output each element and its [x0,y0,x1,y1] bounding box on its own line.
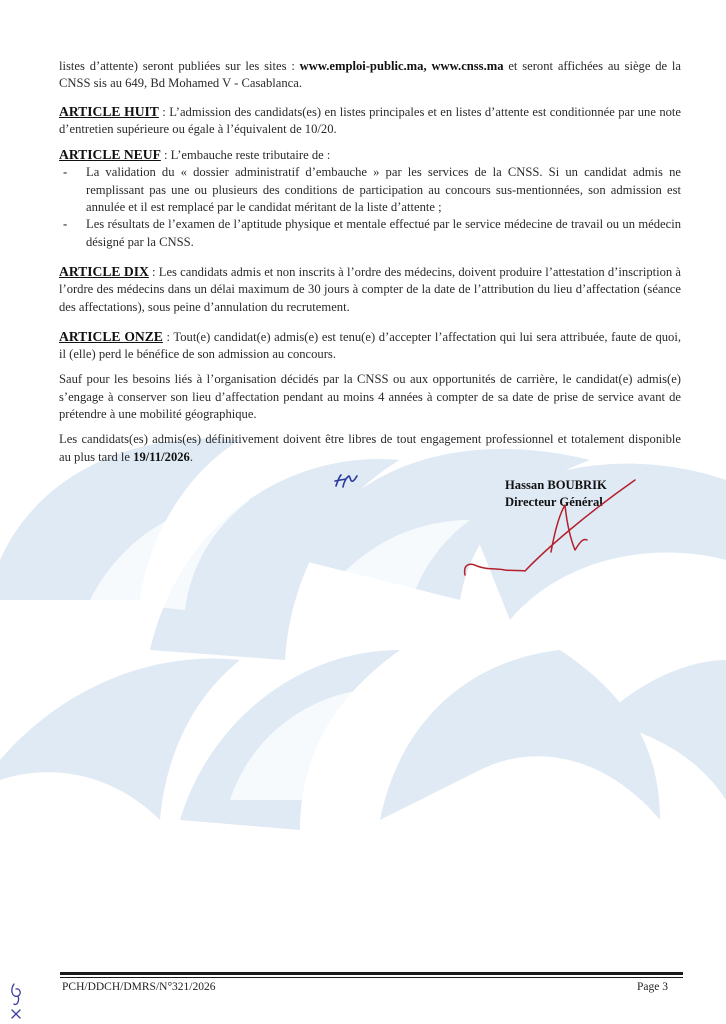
footer-divider-thin [60,977,683,978]
article-text-dix: Les candidats admis et non inscrits à l’ordre des médecins, doivent produire l’attestation d’inscription à l’ordre des médecins dans un délai maximum de 30 jours à compter de la date de l’attribution du lieu d’affectation (séance des affectations), sous peine d’annulation du recrutement. [59,264,681,314]
article-heading-onze: ARTICLE ONZE [59,328,163,344]
availability-paragraph [59,431,681,466]
handwritten-initial [6,980,30,1020]
embauche-conditions-list [59,164,681,250]
article-separator: : [148,264,159,279]
document-body [59,58,681,466]
article-separator: : [158,104,170,119]
article-text-onze: Tout(e) candidat(e) admis(e) est tenu(e) d’accepter l’affectation qui lui sera attribuée, faute de quoi, il (elle) perd le bénéfice de son admission au concours. [59,329,681,362]
intro-paragraph [59,58,681,93]
article-text-huit: L’admission des candidats(es) en listes principales et en listes d’attente est conditionnée par une note d’entretien supérieure ou égale à l’équivalent de 10/20. [59,104,682,136]
intro-text: listes d’attente) seront publiées sur les sites : [59,59,300,73]
handwritten-signature [455,470,645,585]
website-link-emploi-public[interactable]: www.emploi-public.ma [299,59,424,73]
signatory-title: Directeur Général [505,495,603,509]
article-dix [59,263,681,316]
mobility-paragraph: Sauf pour les besoins liés à l’organisation décidés par la CNSS ou aux opportunités de carrière, le candidat(e) admis(e) s’engage à conserver son lieu d’affectation pendant au moins 4 années à compter de sa date de prise de service avant de prétendre à une mobilité géographique. [59,372,681,422]
article-heading-dix: ARTICLE DIX [59,263,149,279]
article-separator: : [160,148,171,163]
list-item: - La validation du « dossier administratif d’embauche » par les services de la CNSS. Si un candidat admis ne remplissant pas une ou plusieurs des conditions de participation au concours sus-mentionnées, son admission est annulée et il est remplacé par le candidat méritant de la liste d’attente ; [59,164,681,216]
intro-tail-text: et seront affichées au siège de la CNSS sis au 649, Bd Mohamed V - Casablanca. [59,59,682,91]
page-number: Page 3 [637,981,668,993]
signatory-name: Hassan BOUBRIK [505,478,607,492]
article-huit [59,103,681,139]
handwritten-paraph [332,472,360,494]
list-item: - Les résultats de l’examen de l’aptitude physique et mentale effectué par le service médecine de travail ou un médecin désigné par la CNSS. [59,216,681,251]
article-onze [59,328,681,364]
availability-end: . [189,449,193,464]
footer-reference: PCH/DDCH/DMRS/N°321/2026 [62,981,216,993]
article-separator: : [162,329,174,344]
availability-text: Les candidats(es) admis(es) définitivement doivent être libres de tout engagement professionnel et totalement disponible au plus tard le [59,432,681,464]
article-heading-neuf: ARTICLE NEUF [59,147,161,163]
article-text-neuf: L’embauche reste tributaire de : [170,148,331,163]
comma-separator: , [423,59,432,73]
website-link-cnss[interactable]: www.cnss.ma [431,59,504,73]
article-heading-huit: ARTICLE HUIT [59,103,159,119]
availability-date: 19/11/2026 [133,449,190,464]
footer-divider [60,972,683,975]
article-neuf [59,146,681,164]
